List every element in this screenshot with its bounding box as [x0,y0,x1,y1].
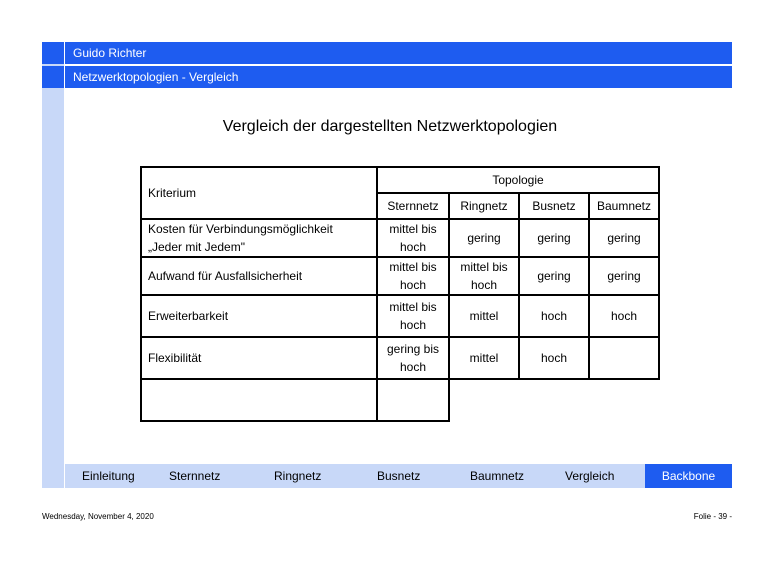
table-cell: mittel bis hoch [377,295,449,337]
nav-item-einleitung[interactable]: Einleitung [82,469,135,483]
table-cell [589,337,659,379]
nav-item-sternnetz[interactable]: Sternnetz [169,469,221,483]
left-accent-square-top [42,42,64,64]
table-cell: gering [589,219,659,257]
table-cell [519,379,589,421]
table-cell [377,379,449,421]
table-cell: mittel [449,295,519,337]
table-cell: mittel bis hoch [449,257,519,295]
table-row [141,295,659,337]
nav-item-busnetz[interactable]: Busnetz [377,469,421,483]
table-row-empty [141,379,659,421]
table-cell: hoch [519,295,589,337]
table-row [141,257,659,295]
column-header: Ringnetz [449,193,519,219]
footer-date: Wednesday, November 4, 2020 [42,512,154,521]
navigation-bar [65,464,732,488]
header-author: Guido Richter [65,42,732,64]
table-cell: gering bis hoch [377,337,449,379]
table-cell: gering [449,219,519,257]
column-header: Sternnetz [377,193,449,219]
criterion-header: Kriterium [141,167,377,219]
table-cell: mittel [449,337,519,379]
left-accent-bar [42,42,64,488]
table-cell: mittel bis hoch [377,219,449,257]
table-row [141,219,659,257]
table-cell: gering [519,257,589,295]
table-cell [141,379,377,421]
nav-item-ringnetz[interactable]: Ringnetz [274,469,322,483]
table-cell: mittel bis hoch [377,257,449,295]
table-cell: gering [519,219,589,257]
table-cell: gering [589,257,659,295]
nav-item-baumnetz[interactable]: Baumnetz [470,469,525,483]
header-subtitle: Netzwerktopologien - Vergleich [65,66,732,88]
nav-item-backbone[interactable]: Backbone [645,464,732,488]
footer-page-number: Folie - 39 - [693,512,732,521]
table-row [141,337,659,379]
slide-title: Vergleich der dargestellten Netzwerktopologien [222,118,558,135]
table-cell [589,379,659,421]
topology-group-header: Topologie [377,167,659,193]
left-accent-square-mid [42,66,64,88]
table-cell: hoch [589,295,659,337]
nav-item-vergleich[interactable]: Vergleich [565,469,615,483]
column-header: Busnetz [519,193,589,219]
row-label: Aufwand für Ausfallsicherheit [141,257,377,295]
column-header: Baumnetz [589,193,659,219]
row-label: Kosten für Verbindungsmöglichkeit „Jeder mit Jedem" [141,219,377,257]
row-label: Erweiterbarkeit [141,295,377,337]
row-label: Flexibilität [141,337,377,379]
topology-comparison-table [140,166,660,422]
table-cell [449,379,519,421]
table-cell: hoch [519,337,589,379]
